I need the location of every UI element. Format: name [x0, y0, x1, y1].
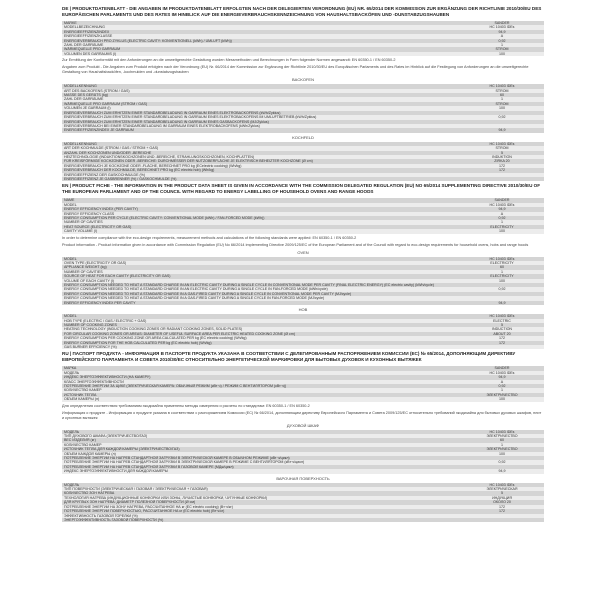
- de-section: [62, 6, 544, 181]
- row-label: ENERGIEEFFIZIENZKLASSE: [62, 34, 460, 38]
- table-row: [62, 345, 544, 349]
- row-value: 0,92: [460, 384, 544, 388]
- product-fiche-document: [62, 4, 544, 524]
- row-value: STROM: [460, 146, 544, 150]
- row-value: HC 10403 IDEs: [460, 430, 544, 434]
- en-hob-rows-table: [62, 314, 544, 349]
- row-label: WÄRMEQUELLE PRO GARRAUM (STROM / GAS): [62, 102, 460, 106]
- row-value: 100: [460, 229, 544, 233]
- row-label: FÜR KREISFÖRMIGE KOCHZONEN ODER -BEREICHE: DURCHMESSER DER NUTZOBERFLÄCHE JE ELEKTRISCH BEHEIZTER KOCHZONE (Ø cm): [62, 159, 460, 163]
- row-label: MARKE: [62, 21, 460, 25]
- row-value: 100: [460, 452, 544, 456]
- de-intro-heading: DE | PRODUKTDATENBLATT - DIE ANGABEN IM PRODUKTDATENBLATT ERFOLGTEN NACH DER DELEGIERTEN VERORDNUNG (EU) NR. 65/2014 DER KOMMISSION ZUR ERGÄNZUNG DER RICHTLINIE 2010/30/EU DES EUROPÄISCHEN PARLAMENTS UND DES RATES IM HINBLICK AUF DIE ENERGIEVERBRAUCHSKENNZEICHNUNG VON HAUSHALTSBACKÖFEN UND -DUNSTABZUGSHAUBEN: [62, 6, 542, 17]
- row-label: ПОТРЕБЛЕНИЕ ЭНЕРГИИ НА ЗОНУ НАГРЕВА, РАССЧИТАННОЕ НА кг (EC electric cooking) (Вт·ч/кг): [62, 505, 460, 509]
- table-row: [62, 518, 544, 522]
- row-label: КОЛИЧЕСТВО ЗОН НАГРЕВА: [62, 491, 460, 495]
- row-label: ПОТРЕБЛЕНИЕ ЭНЕРГИИ ПОВЕРХНОСТЬЮ, РАССЧИТАННОЕ НА кг (EC electric hob) (Вт·ч/кг): [62, 509, 460, 513]
- row-label: ПОТРЕБЛЕНИЕ ЭНЕРГИИ НА НАГРЕВ СТАНДАРТНОЙ ЗАГРУЗКИ В ГАЗОВОЙ КАМЕРЕ (МДж/цикл): [62, 465, 460, 469]
- row-value: 5: [460, 151, 544, 155]
- row-value: HC 10403 IDEs: [460, 314, 544, 318]
- row-value: A: [460, 380, 544, 384]
- row-value: HC 10403 IDEs: [460, 142, 544, 146]
- row-label: ENERGIEEFFIZIENZ DER GASKOCHMULDE (%): [62, 173, 460, 177]
- row-label: ART DER KOCHMULDE (STROM / GAS / STROM + GAS): [62, 146, 460, 150]
- row-value: 100: [460, 279, 544, 283]
- de-product-info-note: Angaben zum Produkt - Die Angaben zum Produkt erfolgten nach der Verordnung (EU) Nr. 66/2014 der Kommission zur Ergänzung der Richtlinie 2010/30/EU des Europäischen Parlaments und des Rates im Hinblick auf die Festlegung von Anforderungen an die umweltgerechte Gestaltung von Haushaltsbacköfen, -kochmulden und -dunstabzugshauben: [62, 65, 529, 75]
- row-label: ENERGY CONSUMPTION NEEDED TO HEAT A STANDARD CHARGE IN A GAS-FIRED CAVITY DURING A SINGLE CYCLE IN CONVENTIONAL MODE PER CAVITY (MJ/cycle): [62, 292, 460, 296]
- row-value: 172: [460, 168, 544, 172]
- row-value: SANDER: [460, 21, 544, 25]
- row-value: 94,9: [460, 30, 544, 34]
- row-value: 1: [460, 220, 544, 224]
- row-label: ENERGIEVERBRAUCH ZUM ERHITZEN EINER STANDARDBELADUNG IN GARRAUM EINES ELEKTROBACKOFENS IM UMLUFTBETRIEB (kWh/Zyklus): [62, 115, 460, 119]
- table-row: [62, 229, 544, 233]
- row-label: ENERGIEEFFIZIENZINDEX: [62, 30, 460, 34]
- row-label: CAVITY VOLUME (l): [62, 229, 460, 233]
- row-label: VOLUME OF EACH CAVITY (l): [62, 279, 460, 283]
- row-label: ENERGIEEFFIZIENZINDEX JE GARRAUM: [62, 128, 460, 132]
- ru-oven-rows-table: [62, 430, 544, 474]
- row-value: 94,9: [460, 469, 544, 473]
- row-value: ELECTRICITY: [460, 225, 544, 229]
- en-oven-title: OVEN: [297, 249, 309, 255]
- en-hob-title: HOB: [298, 307, 308, 313]
- row-label: ENERGY CONSUMPTION FOR THE HOB CALCULATED PER kg (EC electric hob) (Wh/kg): [62, 341, 460, 345]
- row-value: 100: [460, 52, 544, 56]
- row-value: 0,92: [460, 287, 544, 291]
- ru-hob-title: ВАРОЧНАЯ ПОВЕРХНОСТЬ: [276, 475, 330, 481]
- row-label: ОБЪЕМ КАМЕРЫ (л): [62, 397, 460, 401]
- row-label: MODEL: [62, 257, 460, 261]
- row-label: ЭНЕРГОЭФФЕКТИВНОСТЬ ГАЗОВОЙ ПОВЕРХНОСТИ (%): [62, 518, 460, 522]
- row-label: NUMBER OF COOKING ZONES: [62, 323, 460, 327]
- row-value: STROM: [460, 47, 544, 51]
- row-label: ТЕХНОЛОГИЯ НАГРЕВА (ИНДУКЦИОННЫЕ КОНФОРКИ ИЛИ ЗОНЫ, ЛУЧИСТЫЕ КОНФОРКИ, ЧУГУННЫЕ КОНФОРКИ): [62, 496, 460, 500]
- row-label: ZAHL DER GARRÄUME: [62, 97, 460, 101]
- row-label: NUMBER OF CAVITIES: [62, 270, 460, 274]
- en-norm-note: In order to determine compliance with the eco-design requirements, measurement methods and calculations of the following standards were applied: EN 60350-1 / EN 60350-2: [62, 235, 357, 240]
- row-value: 0,92: [460, 216, 544, 220]
- row-value: 60: [460, 265, 544, 269]
- row-value: ELECTRIC: [460, 319, 544, 323]
- row-label: ENERGIEVERBRAUCH DER KOCHMULDE, BERECHNET PRO kg (EC electric hob) (Wh/kg): [62, 168, 460, 172]
- table-row: [62, 301, 544, 305]
- row-value: 172: [460, 164, 544, 168]
- row-label: МОДЕЛЬ: [62, 483, 460, 487]
- row-value: ЭЛЕКТРИЧЕСТВО: [460, 393, 544, 397]
- ru-section: [62, 351, 544, 522]
- row-value: 1: [460, 43, 544, 47]
- row-label: ENERGIEEFFIZIENZ JE GASBRENNER (%) / GASKOCHMULDE (%): [62, 177, 460, 181]
- row-value: HC 10403 IDEs: [460, 203, 544, 207]
- row-label: ZAHL DER GARRÄUME: [62, 43, 460, 47]
- row-label: HOB TYPE (ELECTRIC / GAS / ELECTRIC + GAS): [62, 319, 460, 323]
- row-label: ТИП ПОВЕРХНОСТИ (ЭЛЕКТРИЧЕСКАЯ / ГАЗОВАЯ / ЭЛЕКТРИЧЕСКАЯ + ГАЗОВАЯ): [62, 487, 460, 491]
- row-value: HC 10403 IDEs: [460, 257, 544, 261]
- en-product-info-note: Product information - Product information given in accordance with Commission Regulation (EU) No 66/2014 implementing Directive 2009/125/EC of the European Parliament and of the Council with regard to eco-design requirements for household ovens, hobs and range hoods: [62, 242, 529, 247]
- row-label: HEIZTECHNOLOGIE (INDUKTIONSKOCHZONEN UND -BEREICHE, STRAHLUNGSKOCHZONEN, KOCHPLATTEN): [62, 155, 460, 159]
- row-label: FOR CIRCULAR COOKING ZONES OR AREAS: DIAMETER OF USEFUL SURFACE AREA PER ELECTRIC HEATED COOKING ZONE (Ø cm): [62, 332, 460, 336]
- row-value: 1: [460, 443, 544, 447]
- ru-intro-heading: RU | ПАСПОРТ ПРОДУКТА - ИНФОРМАЦИЯ В ПАСПОРТЕ ПРОДУКТА УКАЗАНА В СООТВЕТСТВИИ С ДЕЛЕГИРОВАННЫМ РАСПОРЯЖЕНИЕМ КОМИССИИ (ЕС) № 65/2014, ДОПОЛНЯЮЩИМ ДИРЕКТИВУ ЕВРОПЕЙСКОГО ПАРЛАМЕНТА И СОВЕТА 2010/30/ЕС ОТНОСИТЕЛЬНО ЭНЕРГЕТИЧЕСКОЙ МАРКИРОВКИ ДЛЯ БЫТОВЫХ ДУХОВОК И КУХОННЫХ ВЫТЯЖЕК: [62, 351, 516, 363]
- row-value: 60: [460, 438, 544, 442]
- row-label: ИНДЕКС ЭНЕРГОЭФФЕКТИВНОСТИ ДЛЯ КАЖДОЙ КАМЕРЫ: [62, 469, 460, 473]
- ru-norm-note: Для определения соответствия требованиям экодизайна применены методы измерения и расчеты по стандартам: EN 60350-1 / EN 60350-2: [62, 403, 310, 408]
- row-label: ENERGY EFFICIENCY CLASS: [62, 212, 460, 216]
- row-label: SOURCE OF HEAT FOR EACH CAVITY (ELECTRICITY OR GAS): [62, 274, 460, 278]
- row-value: 5: [460, 491, 544, 495]
- row-label: ENERGIEVERBRAUCH BEI EINER STANDARDBELADUNG IM GARRAUM EINES ELEKTROBACKOFENS (kWh/Zyklus): [62, 124, 460, 128]
- row-label: ENERGY CONSUMPTION NEEDED TO HEAT A STANDARD CHARGE IN A GAS-FIRED CAVITY DURING A SINGLE CYCLE IN FAN-FORCED MODE (MJ/cycle): [62, 296, 460, 300]
- table-row: [62, 128, 544, 132]
- row-label: NUMBER OF CAVITIES: [62, 220, 460, 224]
- row-value: 172: [460, 505, 544, 509]
- row-label: ENERGIEVERBRAUCH PRO ZYKLUS (ELECTRIC CAVITY: KONVENTIONELL (kWh) / UMLUFT (kWh)): [62, 39, 460, 43]
- row-label: ENERGY CONSUMPTION NEEDED TO HEAT A STANDARD CHARGE IN AN ELECTRIC CAVITY DURING A SINGLE CYCLE IN CONVENTIONAL MODE PER CAVITY (FINAL ELECTRIC ENERGY) (EC electric cavity) (kWh/cycle): [62, 283, 460, 287]
- row-label: КЛАСС ЭНЕРГОЭФФЕКТИВНОСТИ: [62, 380, 460, 384]
- row-value: HC 10403 IDEs: [460, 84, 544, 88]
- row-label: ENERGY EFFICIENCY INDEX PER CAVITY: [62, 301, 460, 305]
- row-value: 1: [460, 388, 544, 392]
- ru-product-info-note: Информация о продукте - Информация о продукте указана в соответствии с распоряжением Комиссии (ЕС) № 66/2014, дополняющим директиву Европейского Парламента и Совета 2009/125/ЕС относительно требований экодизайна для бытовых духовых шкафов, плит и кухонных вытяжек: [62, 410, 542, 420]
- row-label: VOLUMEN DES GARRAUMS (l): [62, 52, 460, 56]
- row-label: HEAT SOURCE (ELECTRICITY OR GAS): [62, 225, 460, 229]
- row-value: ЭЛЕКТРИЧЕСКАЯ: [460, 487, 544, 491]
- row-label: МОДЕЛЬ: [62, 430, 460, 434]
- row-value: 0,92: [460, 115, 544, 119]
- row-value: INDUCTION: [460, 327, 544, 331]
- row-label: МОДЕЛЬ: [62, 371, 460, 375]
- de-oven-rows-table: [62, 84, 544, 132]
- ru-rows1-table: [62, 366, 544, 401]
- row-label: МАРКА: [62, 366, 460, 370]
- row-value: INDUKTION: [460, 155, 544, 159]
- row-label: ENERGY EFFICIENCY INDEX (PER CAVITY): [62, 207, 460, 211]
- row-value: ZIRKA 20: [460, 159, 544, 163]
- row-value: 172: [460, 509, 544, 513]
- row-value: STROM: [460, 102, 544, 106]
- row-value: HC 10403 IDEs: [460, 371, 544, 375]
- row-value: STROM: [460, 89, 544, 93]
- de-rows1-table: [62, 21, 544, 56]
- row-label: ENERGIEVERBRAUCH JE KOCHZONE ODER -FLÄCHE, BERECHNET PRO kg (ECelectric cooking) (Wh/kg): [62, 164, 460, 168]
- row-value: HC 10403 IDEs: [460, 483, 544, 487]
- row-label: ART DES BACKOFENS (STROM / GAS): [62, 89, 460, 93]
- row-label: КОЛИЧЕСТВО КАМЕР: [62, 388, 460, 392]
- row-value: [460, 345, 544, 349]
- row-label: ИНДЕКС ЭНЕРГОЭФФЕКТИВНОСТИ (НА КАМЕРУ): [62, 375, 460, 379]
- row-value: ОКОЛО 20: [460, 500, 544, 504]
- en-section: [62, 183, 544, 349]
- table-row: [62, 469, 544, 473]
- row-value: 94,9: [460, 128, 544, 132]
- row-label: HEATING TECHNOLOGY (INDUCTION COOKING ZONES OR RADIANT COOKING ZONES, SOLID PLATES): [62, 327, 460, 331]
- row-value: 172: [460, 336, 544, 340]
- row-value: 1: [460, 97, 544, 101]
- row-label: ДЛЯ КРУГЛЫХ ЗОН НАГРЕВА: ДИАМЕТР ПОЛЕЗНОЙ ПОВЕРХНОСТИ (Ø см): [62, 500, 460, 504]
- row-value: A: [460, 34, 544, 38]
- row-label: VOLUMEN JE GARRAUM (l): [62, 106, 460, 110]
- en-oven-rows-table: [62, 257, 544, 305]
- row-value: SANDER: [460, 198, 544, 202]
- row-label: ВЕС ИЗДЕЛИЯ (кг): [62, 438, 460, 442]
- row-label: MODELLKENNUNG: [62, 84, 460, 88]
- row-label: ENERGY CONSUMPTION PER COOKING ZONE OR AREA CALCULATED PER kg (EC electric cooking) (Wh/kg): [62, 336, 460, 340]
- row-label: GAS BURNER EFFICIENCY (%): [62, 345, 460, 349]
- de-norm-note: Zur Ermittlung der Konformität mit den Anforderungen an die umweltgerechte Gestaltung wurden Messmethoden und Berechnungen in Form folgender Normen angewandt: EN 60350-1 / EN 60350-2: [62, 58, 396, 63]
- row-value: 5: [460, 323, 544, 327]
- en-rows1-table: [62, 198, 544, 233]
- row-label: ПОТРЕБЛЕНИЕ ЭНЕРГИИ НА НАГРЕВ СТАНДАРТНОЙ ЗАГРУЗКИ В ЭЛЕКТРИЧЕСКОЙ КАМЕРЕ В РЕЖИМЕ С ВЕНТИЛЯТОРОМ (кВт·ч/цикл): [62, 460, 460, 464]
- row-label: ENERGY CONSUMPTION PER CYCLE (ELECTRIC CAVITY: CONVENTIONAL MODE (kWh) / FAN-FORCED MODE (kWh)): [62, 216, 460, 220]
- ru-hob-rows-table: [62, 483, 544, 523]
- row-value: 94,9: [460, 207, 544, 211]
- row-label: КОЛИЧЕСТВО КАМЕР: [62, 443, 460, 447]
- row-value: 1: [460, 270, 544, 274]
- row-value: 172: [460, 341, 544, 345]
- row-label: ИСТОЧНИК ТЕПЛА ДЛЯ КАЖДОЙ КАМЕРЫ (ЭЛЕКТРИЧЕСТВО/ГАЗ): [62, 447, 460, 451]
- row-value: 0,92: [460, 39, 544, 43]
- row-label: ИСТОЧНИК ТЕПЛА: [62, 393, 460, 397]
- row-value: 94,9: [460, 375, 544, 379]
- row-value: HC 10403 IDEs: [460, 25, 544, 29]
- row-value: 100: [460, 397, 544, 401]
- row-value: 94,9: [460, 301, 544, 305]
- table-row: [62, 397, 544, 401]
- row-value: ELECTRICITY: [460, 261, 544, 265]
- row-label: ANZAHL DER KOCHZONEN UND/ODER -BEREICHE: [62, 151, 460, 155]
- row-value: ЭЛЕКТРИЧЕСТВО: [460, 447, 544, 451]
- row-label: ПОТРЕБЛЕНИЕ ЭНЕРГИИ ЗА ЦИКЛ (ЭЛЕКТРИЧЕСКАЯ КАМЕРА: ОБЫЧНЫЙ РЕЖИМ (кВт·ч) / РЕЖИМ С ВЕНТИЛЯТОРОМ (кВт·ч)): [62, 384, 460, 388]
- row-label: ENERGIEVERBRAUCH ZUM ERHITZEN EINER STANDARDBELADUNG IN GARRAUM EINES GASBACKOFENS (MJ/Zyklus): [62, 120, 460, 124]
- row-label: ENERGIEVERBRAUCH ZUM ERHITZEN EINER STANDARDBELADUNG IN GARRAUM EINES ELEKTROBACKOFENS (kWh/Zyklus): [62, 111, 460, 115]
- row-value: ИНДУКЦИЯ: [460, 496, 544, 500]
- en-intro-heading: EN | PRODUCT FICHE - THE INFORMATION IN THE PRODUCT DATA SHEET IS GIVEN IN ACCORDANCE WITH THE COMMISSION DELEGATED REGULATION (EU) NO 65/2014 SUPPLEMENTING DIRECTIVE 2010/30/EU OF THE EUROPEAN PARLIAMENT AND OF THE COUNCIL WITH REGARD TO ENERGY LABELLING OF HOUSEHOLD OVENS AND RANGE HOODS: [62, 183, 541, 195]
- de-hob-title: KOCHFELD: [292, 134, 314, 140]
- row-value: 60: [460, 93, 544, 97]
- ru-oven-title: ДУХОВОЙ ШКАФ: [286, 422, 320, 428]
- row-label: ТИП ДУХОВОГО ШКАФА (ЭЛЕКТРИЧЕСТВО/ГАЗ): [62, 434, 460, 438]
- row-label: NAME: [62, 198, 460, 202]
- row-label: OVEN TYPE (ELECTRICITY OR GAS): [62, 261, 460, 265]
- row-label: ЭФФЕКТИВНОСТЬ ГАЗОВОЙ ГОРЕЛКИ (%): [62, 514, 460, 518]
- row-value: ABOUT 20: [460, 332, 544, 336]
- row-value: 0,92: [460, 460, 544, 464]
- table-row: [62, 177, 544, 181]
- row-value: ЭЛЕКТРИЧЕСТВО: [460, 434, 544, 438]
- row-value: [460, 177, 544, 181]
- de-oven-title: BACKOFEN: [291, 77, 314, 83]
- row-value: ELECTRICITY: [460, 274, 544, 278]
- row-label: MODELLKENNUNG: [62, 142, 460, 146]
- row-value: A: [460, 212, 544, 216]
- row-value: 100: [460, 106, 544, 110]
- row-label: MODELLBEZEICHNUNG: [62, 25, 460, 29]
- row-label: MODEL: [62, 203, 460, 207]
- row-label: MODEL: [62, 314, 460, 318]
- row-value: SANDER: [460, 366, 544, 370]
- row-label: APPLIANCE WEIGHT (kg): [62, 265, 460, 269]
- row-value: [460, 518, 544, 522]
- row-label: MASSE DES GERÄTS (kg): [62, 93, 460, 97]
- table-row: [62, 52, 544, 56]
- de-hob-rows-table: [62, 142, 544, 182]
- row-label: ОБЪЕМ КАЖДОЙ КАМЕРЫ (л): [62, 452, 460, 456]
- row-label: ENERGY CONSUMPTION NEEDED TO HEAT A STANDARD CHARGE IN AN ELECTRIC CAVITY DURING A SINGLE CYCLE IN FAN-FORCED MODE (kWh/cycle): [62, 287, 460, 291]
- row-label: ПОТРЕБЛЕНИЕ ЭНЕРГИИ НА НАГРЕВ СТАНДАРТНОЙ ЗАГРУЗКИ В ЭЛЕКТРИЧЕСКОЙ КАМЕРЕ В ОБЫЧНОМ РЕЖИМЕ (кВт·ч/цикл): [62, 456, 460, 460]
- row-label: WÄRMEQUELLE PRO GARRAUM: [62, 47, 460, 51]
